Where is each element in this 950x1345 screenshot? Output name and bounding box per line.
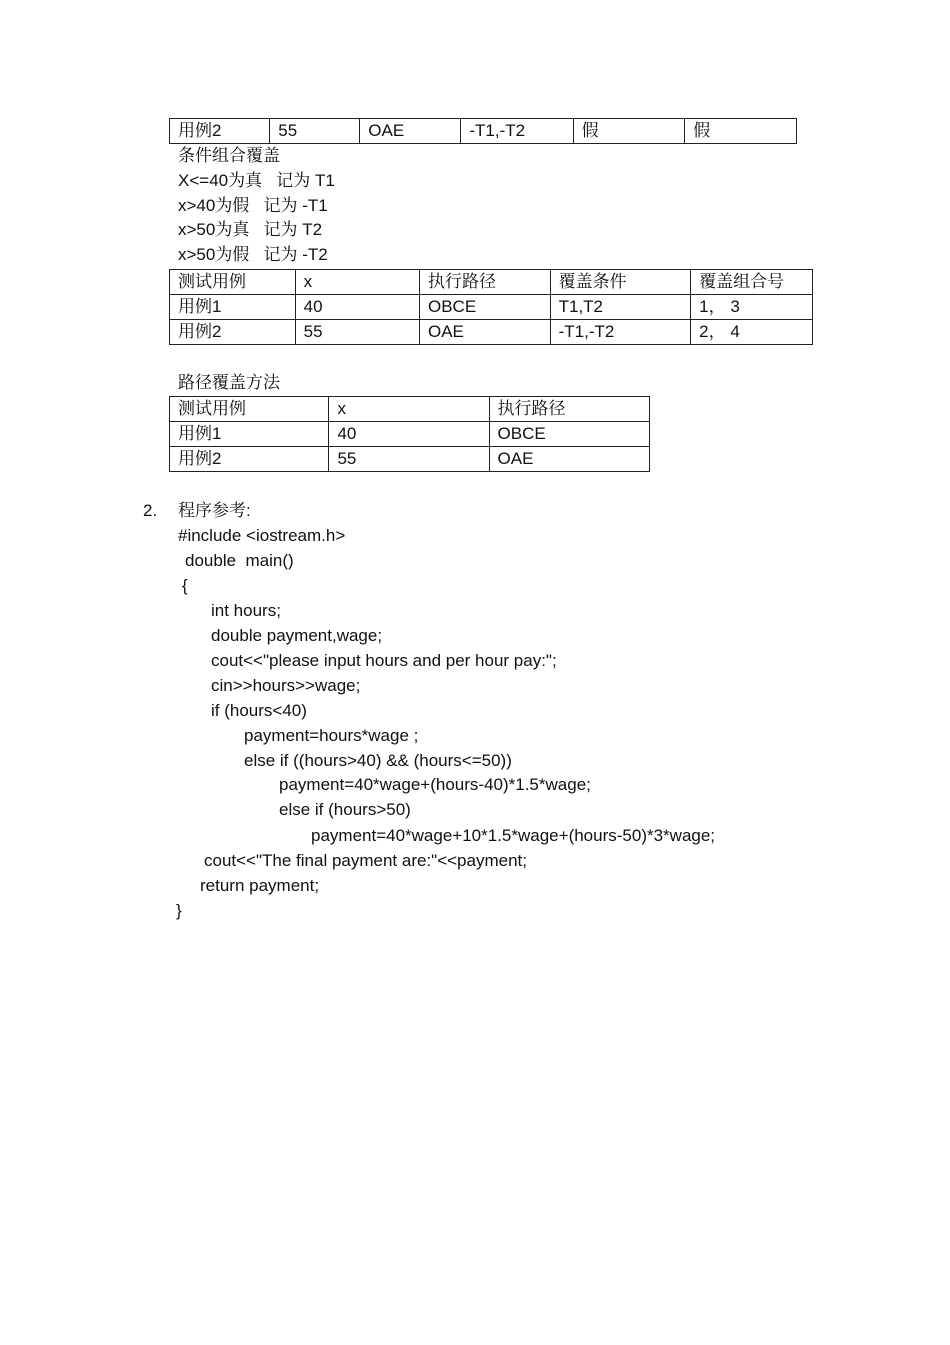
table-cell: 用例1 bbox=[170, 422, 329, 447]
table-header-cell: 执行路径 bbox=[419, 270, 550, 295]
code-line: return payment; bbox=[200, 876, 320, 895]
table-header-cell: 覆盖组合号 bbox=[691, 270, 813, 295]
top-table bbox=[169, 118, 797, 144]
code-line: } bbox=[176, 901, 182, 920]
code-line: int hours; bbox=[211, 601, 281, 620]
section-title-combo: 条件组合覆盖 bbox=[178, 146, 280, 165]
table-cell: 2， 4 bbox=[691, 320, 813, 345]
table-cell: 用例2 bbox=[170, 447, 329, 472]
table-cell: 40 bbox=[329, 422, 489, 447]
table-cell: -T1,-T2 bbox=[461, 119, 573, 144]
condition-line: x>40为假 记为 -T1 bbox=[178, 196, 328, 215]
code-line: cout<<"The final payment are:"<<payment; bbox=[204, 851, 527, 870]
table-cell: OAE bbox=[419, 320, 550, 345]
table-header-cell: x bbox=[329, 397, 489, 422]
table-row bbox=[170, 320, 813, 345]
table-cell: 1， 3 bbox=[691, 295, 813, 320]
code-line: payment=hours*wage ; bbox=[244, 726, 419, 745]
table-header-cell: 测试用例 bbox=[170, 270, 296, 295]
table-cell: OBCE bbox=[419, 295, 550, 320]
code-line: #include <iostream.h> bbox=[178, 526, 346, 545]
table-cell: -T1,-T2 bbox=[550, 320, 691, 345]
table-header-cell: 测试用例 bbox=[170, 397, 329, 422]
table-cell: OAE bbox=[360, 119, 461, 144]
table-cell: 假 bbox=[685, 119, 797, 144]
table-cell: OBCE bbox=[489, 422, 649, 447]
table-cell: OAE bbox=[489, 447, 649, 472]
section-title-path: 路径覆盖方法 bbox=[178, 373, 280, 392]
code-line: payment=40*wage+(hours-40)*1.5*wage; bbox=[279, 775, 591, 794]
condition-line: x>50为真 记为 T2 bbox=[178, 220, 323, 239]
table-cell: 用例2 bbox=[170, 119, 270, 144]
table-row bbox=[170, 447, 650, 472]
code-line: double payment,wage; bbox=[211, 626, 383, 645]
code-line: else if ((hours>40) && (hours<=50)) bbox=[244, 751, 512, 770]
code-line: double main() bbox=[185, 551, 294, 570]
table-cell: 40 bbox=[295, 295, 419, 320]
code-line: else if (hours>50) bbox=[279, 800, 411, 819]
table-row bbox=[170, 295, 813, 320]
table-header-cell: 执行路径 bbox=[489, 397, 649, 422]
code-line: payment=40*wage+10*1.5*wage+(hours-50)*3*wage; bbox=[311, 826, 716, 845]
table-header-row bbox=[170, 397, 650, 422]
table-cell: 55 bbox=[295, 320, 419, 345]
table-cell: T1,T2 bbox=[550, 295, 691, 320]
code-line: { bbox=[182, 576, 188, 595]
table-cell: 用例1 bbox=[170, 295, 296, 320]
code-line: if (hours<40) bbox=[211, 701, 307, 720]
combo-table bbox=[169, 269, 813, 345]
table-cell: 用例2 bbox=[170, 320, 296, 345]
table-cell: 假 bbox=[573, 119, 685, 144]
condition-line: x>50为假 记为 -T2 bbox=[178, 245, 328, 264]
table-cell: 55 bbox=[270, 119, 360, 144]
table-header-cell: 覆盖条件 bbox=[550, 270, 691, 295]
path-table bbox=[169, 396, 650, 472]
table-cell: 55 bbox=[329, 447, 489, 472]
list-number: 2. bbox=[143, 501, 158, 520]
code-line: cout<<"please input hours and per hour pay:"; bbox=[211, 651, 557, 670]
table-row bbox=[170, 422, 650, 447]
condition-line: X<=40为真 记为 T1 bbox=[178, 171, 335, 190]
table-row bbox=[170, 119, 797, 144]
code-line: cin>>hours>>wage; bbox=[211, 676, 361, 695]
table-header-row bbox=[170, 270, 813, 295]
table-header-cell: x bbox=[295, 270, 419, 295]
item-title: 程序参考: bbox=[178, 501, 251, 520]
